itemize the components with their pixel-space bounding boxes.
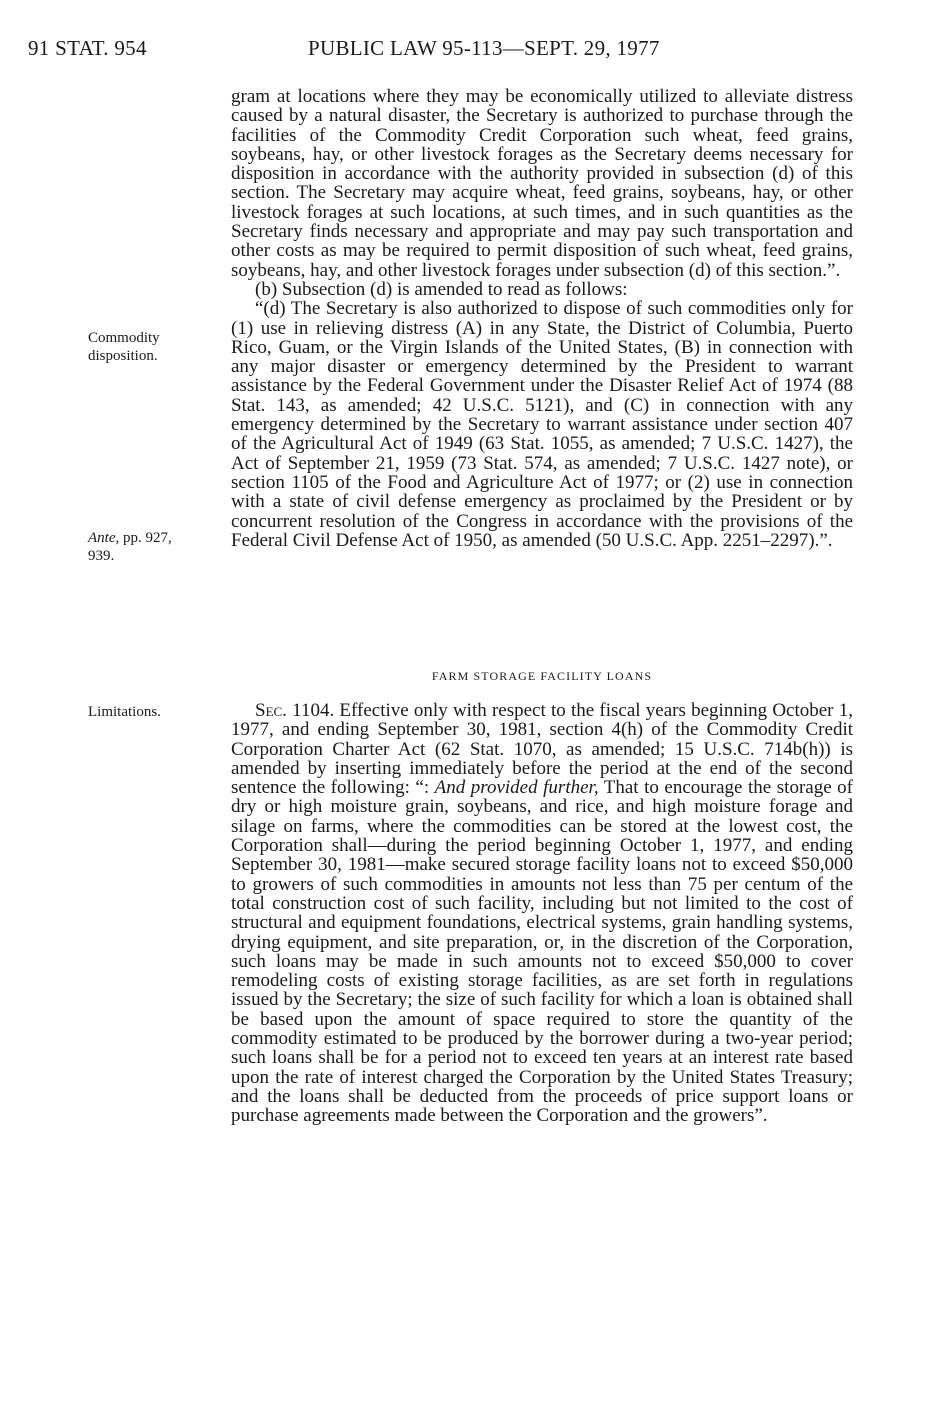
running-header: PUBLIC LAW 95-113—SEPT. 29, 1977: [308, 36, 660, 60]
margin-note-limitations: Limitations.: [88, 704, 161, 720]
body-text-upper: [231, 87, 853, 550]
margin-note-ante-italic: Ante,: [88, 530, 120, 546]
margin-note-commodity-disposition: [88, 329, 208, 365]
margin-note-ante: [88, 529, 208, 565]
margin-note-line: 939.: [88, 548, 115, 564]
margin-note-line: disposition.: [88, 348, 158, 364]
paragraph-subsection-d: “(d) The Secretary is also authorized to dispose of such commodities only for (1) use in relieving distress (A) in any State, the District of Columbia, Puerto Rico, Guam, or the Virgin Islands of the United States, (B) in connection with any major disaster or emergency determined by the President to warrant assistance by the Federal Government under the Disaster Relief Act of 1974 (88 Stat. 143, as amended; 42 U.S.C. 5121), and (C) in connection with any emergency determined by the Secretary to warrant assistance under section 407 of the Agricultural Act of 1949 (63 Stat. 1055, as amended; 7 U.S.C. 1427), the Act of September 21, 1959 (73 Stat. 574, as amended; 7 U.S.C. 1427 note), or section 1105 of the Food and Agriculture Act of 1977; or (2) use in connection with a state of civil defense emergency as proclaimed by the President or by concurrent resolution of the Congress in accordance with the provisions of the Federal Civil Defense Act of 1950, as amended (50 U.S.C. App. 2251–2297).”.: [231, 298, 853, 551]
body-text-section-1104: [231, 701, 853, 1126]
margin-note-line: [88, 529, 208, 547]
section-text-italic: And provided further,: [434, 777, 599, 799]
paragraph-sec-1104: [231, 701, 853, 1126]
section-heading: FARM STORAGE FACILITY LOANS: [431, 669, 653, 683]
paragraph-subsection-b: (b) Subsection (d) is amended to read as follows:: [255, 278, 628, 300]
margin-note-line: Commodity: [88, 330, 160, 346]
paragraph-continuation: gram at locations where they may be economically utilized to alleviate distress caused by a natural disaster, the Secretary is authorized to purchase through the facilities of the Commodity Credit Corporation such wheat, feed grains, soybeans, hay, or other livestock forages as the Secretary deems necessary for disposition in accordance with the authority provided in subsection (d) of this section. The Secretary may acquire wheat, feed grains, soybeans, hay, or other livestock forages at such locations, at such times, and in such quantities as the Secretary finds necessary and appropriate and may pay such transportation and other costs as may be required to permit disposition of such wheat, feed grains, soybeans, hay, and other livestock forages under subsection (d) of this section.”.: [231, 86, 853, 281]
section-text-b: That to encourage the storage of dry or high moisture grain, soybeans, and rice, and high moisture forage and silage on farms, where the commodities can be stored at the lowest cost, the Corporation shall—during the period beginning October 1, 1977, and ending September 30, 1981—make secured storage facility loans not to exceed $50,000 to growers of such commodities in amounts not less than 75 per centum of the total construction cost of such facility, including but not limited to the cost of structural and equipment foundations, electrical systems, grain handling systems, drying equipment, and site preparation, or, in the discretion of the Corporation, such loans may be made in such amounts not to exceed $50,000 to cover remodeling costs of existing storage facilities, as are set forth in regulations issued by the Secretary; the size of such facility for which a loan is obtained shall be based upon the amount of space required to store the quantity of the commodity estimated to be produced by the borrower during a two-year period; such loans shall be for a period not to exceed ten years at an interest rate based upon the rate of interest charged the Corporation by the United States Treasury; and the loans shall be deducted from the proceeds of price support loans or purchase agreements made between the Corporation and the growers”.: [231, 777, 853, 1127]
section-text-a: 1104. Effective only with respect to the fiscal years beginning October 1, 1977, and ending September 30, 1981, section 4(h) of the Commodity Credit Corporation Charter Act (62 Stat. 1070, as amended; 15 U.S.C. 714b(h)) is amended by inserting immediately before the period at the end of the second sentence the following: “:: [231, 700, 853, 799]
margin-note-ante-pages: pp. 927,: [119, 530, 172, 546]
page-stat-citation: 91 STAT. 954: [28, 36, 147, 60]
section-label: Sec.: [255, 700, 287, 721]
